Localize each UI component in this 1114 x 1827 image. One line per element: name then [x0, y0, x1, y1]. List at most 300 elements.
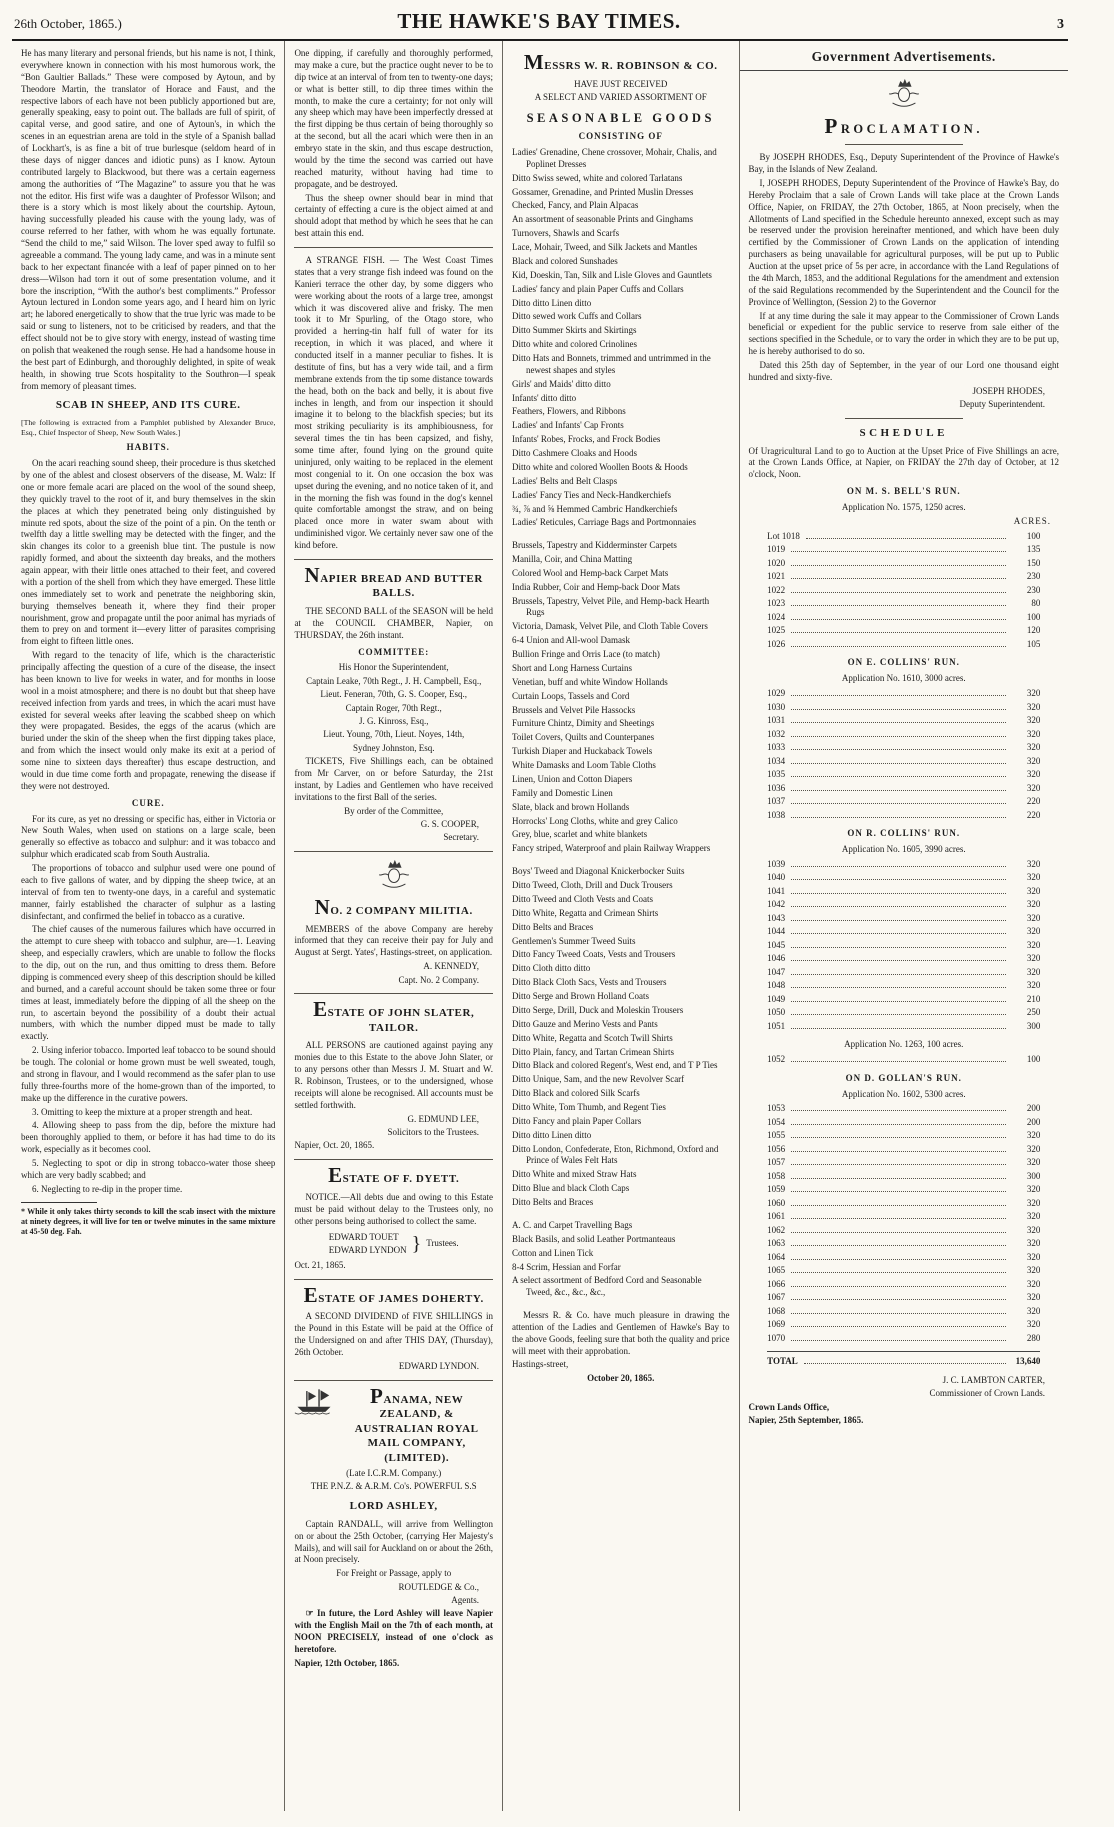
column-3 — [502, 41, 739, 1811]
lot-acreage: 105 — [1026, 638, 1041, 649]
lot-acreage: 320 — [1026, 858, 1041, 869]
lot-acreage: 320 — [1026, 769, 1041, 780]
lot-number: 1049 — [767, 993, 786, 1004]
lot-number: TOTAL — [767, 1356, 798, 1367]
goods-list-item: Ditto Blue and black Cloth Caps — [511, 1183, 630, 1194]
goods-list-item: Furniture Chintz, Dimity and Sheetings — [511, 718, 655, 729]
article-heading: NO. 2 COMPANY MILITIA. — [314, 895, 473, 920]
lot-number: 1054 — [767, 1116, 786, 1127]
lot-acreage: 320 — [1026, 872, 1041, 883]
goods-list-item: Bullion Fringe and Orris Lace (to match) — [511, 649, 660, 660]
centered-line: J. G. Kinross, Esq., — [358, 715, 429, 726]
lot-number: 1056 — [767, 1143, 786, 1154]
leader-dots — [791, 1272, 1006, 1273]
goods-list-item: Ladies' fancy and plain Paper Cuffs and Collars — [511, 283, 684, 294]
leader-dots — [791, 1151, 1006, 1152]
lot-row — [767, 557, 1040, 571]
goods-list-item: Infants' Robes, Frocks, and Frock Bodies — [511, 434, 661, 445]
lot-row — [767, 584, 1040, 598]
lot-row — [767, 1129, 1040, 1143]
paragraph: THE SECOND BALL of the SEASON will be held at the COUNCIL CHAMBER, Napier, on THURSDAY, the 26th instant. — [294, 605, 493, 640]
article-heading: ESTATE OF F. DYETT. — [328, 1163, 460, 1188]
leader-dots — [791, 1191, 1006, 1192]
article-heading: MESSRS W. R. ROBINSON & CO. — [523, 50, 718, 74]
total-row — [767, 1351, 1040, 1369]
signature-line: Capt. No. 2 Company. — [398, 974, 479, 985]
lot-row — [767, 714, 1040, 728]
lot-acreage: 230 — [1026, 571, 1041, 582]
editorial-note: [The following is extracted from a Pamphlet published by Alexander Bruce, Esq., Chief Inspector of Sheep, New South Wales.] — [21, 417, 276, 437]
lot-acreage: 320 — [1026, 715, 1041, 726]
signature-line: J. C. LAMBTON CARTER, — [942, 1374, 1045, 1385]
sub-heading: ON M. S. BELL'S RUN. — [846, 486, 961, 497]
article-heading: ESTATE OF JOHN SLATER, TAILOR. — [313, 997, 475, 1034]
lot-number: 1039 — [767, 858, 786, 869]
leader-dots — [791, 1205, 1006, 1206]
lot-row — [767, 530, 1040, 544]
lot-acreage: 210 — [1026, 993, 1041, 1004]
goods-list-item: Ditto White, Regatta and Scotch Twill Shirts — [511, 1032, 673, 1043]
lot-number: 1051 — [767, 1020, 786, 1031]
lot-acreage: 320 — [1026, 926, 1041, 937]
goods-list-item: Ditto Plain, fancy, and Tartan Crimean Shirts — [511, 1046, 675, 1057]
leader-dots — [791, 551, 1006, 552]
lot-number: 1042 — [767, 899, 786, 910]
lot-row — [767, 1143, 1040, 1157]
trustee-name: EDWARD LYNDON — [328, 1244, 407, 1255]
article-heading: PROCLAMATION. — [824, 113, 983, 138]
leader-dots — [791, 776, 1006, 777]
goods-list-item: 8-4 Scrim, Hessian and Forfar — [511, 1261, 621, 1272]
signature-line: A. KENNEDY, — [423, 961, 479, 972]
leader-dots — [791, 736, 1006, 737]
goods-list-item: Ladies' Grenadine, Chene crossover, Mohair, Chalis, and Poplinet Dresses — [511, 147, 717, 169]
lot-acreage: 320 — [1026, 953, 1041, 964]
paragraph: If at any time during the sale it may appear to the Commissioner of Crown Lands beneficial or expedient for the public service to reserve from sale either of the sections specified in the Schedule, or to vary the order in which they are to be put up, he is hereby authorised to do so. — [748, 310, 1059, 357]
paragraph: ALL PERSONS are cautioned against paying any monies due to this Estate to the above John Slater, or to any persons other than Messrs J. M. Stuart and W. R. Robinson, Trustees, or to the undersigned, whose receipts will alone be recognised. All accounts must be settled forthwith. — [294, 1040, 493, 1110]
paragraph: The proportions of tobacco and sulphur used were one pound of each to five gallons of water, and by dipping the sheep twice, at an interval of from ten to twenty-one days, in a careful and systematic manner, fairly established the character of sulphur as a lasting disinfectant, and confirmed the belief in tobacco as a curative. — [21, 863, 276, 921]
lot-number: 1047 — [767, 966, 786, 977]
signature-line: ROUTLEDGE & Co., — [398, 1581, 479, 1592]
lot-row — [767, 1291, 1040, 1305]
paragraph: Thus the sheep owner should bear in mind that certainty of effecting a cure is the object aimed at and should adopt that method by which he sees that he can best attain this end. — [294, 192, 493, 239]
lot-acreage: 135 — [1026, 544, 1041, 555]
section-divider — [294, 559, 493, 560]
centered-line: (Late I.C.R.M. Company.) — [346, 1468, 442, 1479]
lot-table — [767, 1351, 1040, 1369]
leader-dots — [791, 709, 1006, 710]
sub-heading: HABITS. — [126, 442, 170, 453]
goods-list-item: Turnovers, Shawls and Scarfs — [511, 228, 620, 239]
column-1 — [12, 41, 284, 1811]
goods-list-item: Infants' ditto ditto — [511, 392, 577, 403]
article-heading: NAPIER BREAD AND BUTTER BALLS. — [304, 562, 483, 600]
goods-list-item: Ditto Belts and Braces — [511, 921, 594, 932]
paragraph: Messrs R. & Co. have much pleasure in drawing the attention of the Ladies and Gentlemen of Hawke's Bay to the above Goods, feeling sure that both the quality and price will meet with their approbation. — [511, 1309, 730, 1356]
goods-list-item: Feathers, Flowers, and Ribbons — [511, 406, 626, 417]
paragraph: MEMBERS of the above Company are hereby informed that they can receive their pay for July and August at Sergt. Yates', Hastings-street, on application. — [294, 923, 493, 958]
lot-number: 1066 — [767, 1278, 786, 1289]
lot-row — [767, 701, 1040, 715]
goods-list-item: Ditto White, Tom Thumb, and Regent Ties — [511, 1102, 666, 1113]
section-divider — [294, 1279, 493, 1280]
article-heading: ESTATE OF JAMES DOHERTY. — [303, 1282, 484, 1307]
lot-number: 1043 — [767, 912, 786, 923]
lot-number: Lot 1018 — [767, 530, 800, 541]
lot-number: 1052 — [767, 1054, 786, 1065]
goods-list — [512, 147, 730, 529]
centered-line: Application No. 1605, 3990 acres. — [841, 843, 966, 854]
leader-dots — [791, 1061, 1006, 1062]
lot-acreage: 280 — [1026, 1332, 1041, 1343]
lot-number: 1058 — [767, 1170, 786, 1181]
leader-dots — [791, 646, 1006, 647]
lot-acreage: 320 — [1026, 1157, 1041, 1168]
lot-number: 1041 — [767, 885, 786, 896]
lot-row — [767, 925, 1040, 939]
goods-list-item: Ditto Tweed and Cloth Vests and Coats — [511, 893, 653, 904]
centered-line: For Freight or Passage, apply to — [336, 1568, 452, 1579]
goods-list-item: Horrocks' Long Cloths, white and grey Calico — [511, 815, 678, 826]
lot-number: 1036 — [767, 782, 786, 793]
centered-line: Captain Leake, 70th Regt., J. H. Campbell, Esq., — [306, 675, 482, 686]
goods-list-item: Gentlemen's Summer Tweed Suits — [511, 935, 636, 946]
leader-dots — [804, 1363, 1007, 1364]
goods-list-item: Boys' Tweed and Diagonal Knickerbocker Suits — [511, 866, 685, 877]
lot-acreage: 320 — [1026, 1143, 1041, 1154]
lot-row — [767, 912, 1040, 926]
masthead-date: 26th October, 1865.) — [14, 16, 122, 31]
goods-list-item: Curtain Loops, Tassels and Cord — [511, 690, 630, 701]
lot-number: 1062 — [767, 1224, 786, 1235]
leader-dots — [791, 1001, 1006, 1002]
paragraph: TICKETS, Five Shillings each, can be obtained from Mr Carver, on or before Saturday, the 21st instant, by Ladies and Gentlemen who have received invitations to the first Ball of the series. — [294, 756, 493, 802]
lot-acreage: 230 — [1026, 584, 1041, 595]
goods-list-item: Ditto Tweed, Cloth, Drill and Duck Trousers — [511, 880, 673, 891]
shipping-notice-heading — [294, 1383, 493, 1466]
lot-number: 1031 — [767, 715, 786, 726]
goods-list-item: Linen, Union and Cotton Diapers — [511, 773, 633, 784]
lot-acreage: 320 — [1026, 688, 1041, 699]
goods-list-item: Ditto Unique, Sam, and the new Revolver Scarf — [511, 1074, 685, 1085]
lot-number: 1064 — [767, 1251, 786, 1262]
dateline: Crown Lands Office, — [748, 1401, 830, 1412]
lot-acreage: 320 — [1026, 885, 1041, 896]
centered-line: October 20, 1865. — [587, 1372, 655, 1383]
goods-list-item: Ditto ditto Linen ditto — [511, 1129, 592, 1140]
lot-acreage: 300 — [1026, 1170, 1041, 1181]
paragraph: A SECOND DIVIDEND of FIVE SHILLINGS in the Pound in this Estate will be paid at the Office of the Undersigned on and after THIS DAY, (Thursday), 26th October. — [294, 1311, 493, 1357]
centered-line: Lieut. Feneran, 70th, G. S. Cooper, Esq., — [320, 689, 468, 700]
lot-number: 1065 — [767, 1265, 786, 1276]
goods-list-item: Checked, Fancy, and Plain Alpacas — [511, 200, 639, 211]
lot-row — [767, 1332, 1040, 1346]
lot-number: 1023 — [767, 598, 786, 609]
goods-list-item: Ditto Serge, Drill, Duck and Moleskin Trousers — [511, 1004, 684, 1015]
lot-row — [767, 1116, 1040, 1130]
leader-dots — [791, 920, 1006, 921]
sub-heading: COMMITTEE: — [358, 646, 430, 657]
lot-number: 1048 — [767, 980, 786, 991]
lot-acreage: 300 — [1026, 1020, 1041, 1031]
leader-dots — [791, 722, 1006, 723]
lot-acreage: 320 — [1026, 1278, 1041, 1289]
paragraph: On the acari reaching sound sheep, their procedure is thus sketched by one of the ablest and closest observers of the disease, M. Walz: If one or more female acari are placed on the wool of the sound sheep, they quickly travel to the root of it, and bury themselves in the skin the places at which they penetrated being only distinguished by minute red spots, about the size of the point of a pin. On the tenth or twelfth day a little swelling may be detected with the finger, and the skin changes its color to a greenish blue tint. The pustule is now rapidly formed, and about the sixteenth day breaks, and the mothers again appear, with their little ones attached to their feet, and covered with a portion of the shell from which they have emerged. These little ones immediately set to work and penetrate the neighboring skin, burying themselves beneath it, where they find their proper nourishment, grow and propagate until the poor animal has myriads of them to prey on and torment it—every litter of parasites comprising from eight to fifteen little ones. — [21, 458, 276, 647]
ship-icon — [294, 1388, 334, 1419]
lot-row — [767, 638, 1040, 652]
lot-row — [767, 768, 1040, 782]
goods-list — [512, 1220, 730, 1299]
lot-acreage: 150 — [1026, 557, 1041, 568]
lot-row — [767, 898, 1040, 912]
signature-line: Deputy Superintendent. — [959, 399, 1045, 410]
lot-acreage: 320 — [1026, 980, 1041, 991]
paragraph: NOTICE.—All debts due and owing to this Estate must be paid without delay to the Trustees only, no other persons being authorised to collect the same. — [294, 1191, 493, 1226]
sub-heading: ON E. COLLINS' RUN. — [847, 657, 960, 668]
lot-table — [767, 858, 1040, 1034]
paragraph: By JOSEPH RHODES, Esq., Deputy Superintendent of the Province of Hawke's Bay, in the Islands of New Zealand. — [748, 152, 1059, 175]
lot-row — [767, 1156, 1040, 1170]
lot-row — [767, 1020, 1040, 1034]
lot-number: 1061 — [767, 1211, 786, 1222]
lot-row — [767, 952, 1040, 966]
leader-dots — [791, 749, 1006, 750]
signature-line: Commissioner of Crown Lands. — [929, 1388, 1045, 1399]
lot-acreage: 320 — [1026, 1319, 1041, 1330]
goods-list-item: Lace, Mohair, Tweed, and Silk Jackets and Mantles — [511, 242, 698, 253]
lot-row — [767, 1197, 1040, 1211]
centered-line: Application No. 1575, 1250 acres. — [841, 502, 966, 513]
lot-number: 1020 — [767, 557, 786, 568]
lot-number: 1033 — [767, 742, 786, 753]
goods-list-item: Ditto Belts and Braces — [511, 1197, 594, 1208]
dateline: Napier, 25th September, 1865. — [748, 1415, 864, 1426]
trustee-name: EDWARD TOUET — [328, 1232, 399, 1243]
section-divider — [294, 1380, 493, 1381]
paragraph: Dated this 25th day of September, in the year of our Lord one thousand eight hundred and sixty-five. — [748, 360, 1059, 382]
lot-row — [767, 1278, 1040, 1292]
leader-dots — [791, 1028, 1006, 1029]
paragraph: 6. Neglecting to re-dip in the proper time. — [32, 1183, 183, 1194]
paragraph: A STRANGE FISH. — The West Coast Times states that a very strange fish indeed was found on the Kanieri terrace the other day, by some diggers who were working about the roots of a large tree, amongst which it was discovered alive and frisky. The men took it to Mr Spurling, of the Otago store, who provided a herring-tin half full of water for its reception, in which it was placed, and where it conducted itself in a manner peculiar to fishes. It is destitute of fins, but has a very wide tail, and a firm membrane extends from the tip some distance towards the head, both on the back and belly, it is about five inches in length, and from our inspection it should imagine it to belong to the blackfish species; but its most striking peculiarity is its amphibiousness, for several times the tin has been capsized, and fishy, some time after, found lying on the ground quite uninjured, only waiting to be replaced in the element most congenial to it. On one occasion the box was upset during the evening, and no notice taken of it, and in the morning the fish was found in the dog's kennel quite comfortable amongst the straw, and on being placed once more in water swam about with undiminished vigor. We certainly never saw one of the kind before. — [294, 255, 493, 550]
lot-row — [767, 871, 1040, 885]
lot-number: 1024 — [767, 611, 786, 622]
article-heading: PANAMA, NEW ZEALAND, & AUSTRALIAN ROYAL MAIL COMPANY, (LIMITED). — [354, 1383, 479, 1464]
goods-list-item: Short and Long Harness Curtains — [511, 662, 632, 673]
paragraph: Of Uragricultural Land to go to Auction at the Upset Price of Five Shillings an acre, at the Crown Lands Office, at Napier, on FRIDAY the 27th day of October, at 12 o'clock, Noon. — [748, 445, 1059, 480]
spacer — [512, 1211, 730, 1220]
lot-row — [767, 624, 1040, 638]
goods-list-item: Ditto Fancy Tweed Coats, Vests and Trousers — [511, 949, 676, 960]
leader-dots — [791, 803, 1006, 804]
lot-row — [767, 979, 1040, 993]
lot-row — [767, 1170, 1040, 1184]
goods-list-item: Manilla, Coir, and China Matting — [511, 554, 633, 565]
lot-acreage: 320 — [1026, 912, 1041, 923]
lot-row — [767, 1251, 1040, 1265]
lot-row — [767, 1183, 1040, 1197]
leader-dots — [791, 987, 1006, 988]
goods-list-item: Brussels and Velvet Pile Hassocks — [511, 704, 636, 715]
centered-line: Application No. 1263, 100 acres. — [844, 1039, 964, 1050]
trustees-brace — [294, 1231, 493, 1255]
lot-number: 1055 — [767, 1130, 786, 1141]
lot-row — [767, 611, 1040, 625]
section-divider — [21, 1202, 97, 1203]
leader-dots — [791, 578, 1006, 579]
signature-line: JOSEPH RHODES, — [972, 385, 1045, 396]
lot-table — [767, 1053, 1040, 1067]
centered-line: THE P.N.Z. & A.R.M. Co's. POWERFUL S.S — [310, 1481, 477, 1492]
masthead — [12, 6, 1068, 41]
leader-dots — [791, 879, 1006, 880]
lot-number: 1069 — [767, 1319, 786, 1330]
lot-acreage: 320 — [1026, 755, 1041, 766]
goods-list-item: Family and Domestic Linen — [511, 787, 613, 798]
dateline: Napier, Oct. 20, 1865. — [294, 1140, 375, 1151]
lot-row — [767, 1224, 1040, 1238]
lot-row — [767, 858, 1040, 872]
lot-row — [767, 597, 1040, 611]
lot-acreage: 13,640 — [1015, 1356, 1041, 1367]
article-heading: Government Advertisements. — [740, 48, 1068, 71]
goods-list-item: Ditto Hats and Bonnets, trimmed and untrimmed in the newest shapes and styles — [511, 353, 711, 375]
royal-crest-icon — [749, 78, 1059, 112]
lot-acreage: 250 — [1026, 1007, 1041, 1018]
leader-dots — [791, 866, 1006, 867]
leader-dots — [791, 1313, 1006, 1314]
column-layout — [12, 41, 1068, 1811]
lot-acreage: 320 — [1026, 701, 1041, 712]
acres-column-header: ACRES. — [1013, 515, 1051, 526]
brace-glyph: } — [411, 1232, 422, 1255]
sub-heading: CURE. — [131, 797, 165, 808]
leader-dots — [791, 1218, 1006, 1219]
lot-acreage: 100 — [1026, 611, 1041, 622]
dateline: Hastings-street, — [511, 1359, 569, 1370]
leader-dots — [791, 565, 1006, 566]
spacer — [512, 1301, 730, 1310]
newspaper-title: THE HAWKE'S BAY TIMES. — [397, 9, 681, 33]
paragraph: ☞ In future, the Lord Ashley will leave Napier with the English Mail on the 7th of each month, at NOON PRECISELY, instead of one o'clock as heretofore. — [294, 1608, 493, 1655]
goods-list-item: Brussels, Tapestry, Velvet Pile, and Hemp-back Hearth Rugs — [511, 595, 710, 618]
lot-acreage: 100 — [1026, 530, 1041, 541]
lot-acreage: 320 — [1026, 966, 1041, 977]
lot-row — [767, 1318, 1040, 1332]
leader-dots — [791, 1178, 1006, 1179]
section-divider — [294, 993, 493, 994]
paragraph: 3. Omitting to keep the mixture at a proper strength and heat. — [32, 1106, 253, 1117]
lot-number: 1057 — [767, 1157, 786, 1168]
leader-dots — [791, 695, 1006, 696]
lot-acreage: 320 — [1026, 1292, 1041, 1303]
goods-list-item: Ditto Serge and Brown Holland Coats — [511, 991, 650, 1002]
lot-number: 1034 — [767, 755, 786, 766]
lot-row — [767, 1006, 1040, 1020]
article-heading: SCAB IN SHEEP, AND ITS CURE. — [55, 399, 241, 412]
lot-table — [767, 687, 1040, 822]
paragraph: 2. Using inferior tobacco. Imported leaf tobacco to be sound should be tough. The colonial or home grown must be well sweated, tough, and strong in flavour, and I would recommend as the safer plan to use fully three-fourths more of the home-grown than of the imported, to make up the difference in the curative powers. — [21, 1045, 276, 1103]
goods-list-item: ¾, ⅞ and ⅝ Hemmed Cambric Handkerchiefs — [511, 503, 678, 514]
leader-dots — [791, 619, 1006, 620]
spacer — [512, 531, 730, 540]
lot-acreage: 220 — [1026, 809, 1041, 820]
lot-acreage: 320 — [1026, 1265, 1041, 1276]
leader-dots — [791, 933, 1006, 934]
lot-number: 1063 — [767, 1238, 786, 1249]
goods-list-item: Girls' and Maids' ditto ditto — [511, 378, 611, 389]
signature-line: Solicitors to the Trustees. — [387, 1127, 479, 1138]
centered-line: His Honor the Superintendent, — [338, 662, 449, 673]
goods-list-item: Fancy striped, Waterproof and plain Railway Wrappers — [511, 843, 711, 854]
goods-list-item: Ditto white and colored Woollen Boots & Hoods — [511, 461, 688, 472]
goods-list-item: White Damasks and Loom Table Cloths — [511, 760, 656, 771]
goods-list-item: Ditto Black and colored Silk Scarfs — [511, 1088, 640, 1099]
goods-list-item: Ladies' and Infants' Cap Fronts — [511, 420, 624, 431]
paragraph: The chief causes of the numerous failures which have occurred in the attempt to cure sheep with tobacco and sulphur, are—1. Leaving sheep, and especially crawlers, which are unable to follow the flocks to the dip, out on the run, and thus omitting to dress them. Before dipping is commenced every sheep of this description should be killed and burned, and a careful account should be taken some three or four times at least, immediately before the dipping of all the sheep on the run, to ascertain beyond the possibility of a doubt their actual numbers, with which the number dipped must be made to tally exactly. — [21, 924, 276, 1042]
sub-heading: CONSISTING OF — [578, 131, 663, 142]
lot-table — [767, 530, 1040, 652]
paragraph: Captain RANDALL, will arrive from Wellington on or about the 25th October, (carrying Her Majesty's Mails), and will sail for Auckland on or about the 26th, at Noon precisely. — [294, 1518, 493, 1565]
leader-dots — [791, 763, 1006, 764]
lot-acreage: 320 — [1026, 899, 1041, 910]
lot-row — [767, 687, 1040, 701]
goods-list-item: A select assortment of Bedford Cord and Seasonable Tweed, &c., &c., &c., — [511, 1275, 702, 1298]
lot-acreage: 320 — [1026, 742, 1041, 753]
lot-number: 1050 — [767, 1007, 786, 1018]
royal-crest-icon — [294, 859, 493, 893]
goods-list-item: Ladies' Reticules, Carriage Bags and Portmonnaies — [511, 517, 697, 528]
leader-dots — [791, 790, 1006, 791]
lot-row — [767, 1264, 1040, 1278]
signature-line: G. EDMUND LEE, — [407, 1113, 479, 1124]
leader-dots — [791, 893, 1006, 894]
centered-line: Sydney Johnston, Esq. — [352, 742, 435, 753]
lot-number: 1040 — [767, 872, 786, 883]
article-heading: SCHEDULE — [859, 427, 948, 440]
goods-list-item: Venetian, buff and white Window Hollands — [511, 676, 668, 687]
goods-list-item: Ditto Cloth ditto ditto — [511, 963, 591, 974]
page-number: 3 — [1057, 17, 1064, 32]
lot-number: 1019 — [767, 544, 786, 555]
centered-line: By order of the Committee, — [344, 805, 444, 816]
goods-list-item: 6-4 Union and All-wool Damask — [511, 635, 630, 646]
paragraph: 4. Allowing sheep to pass from the dip, before the mixture had been thoroughly applied to them, or before it has had time to do its work, especially as it becomes cool. — [21, 1120, 276, 1155]
lot-number: 1044 — [767, 926, 786, 937]
column-2 — [284, 41, 502, 1811]
leader-dots — [791, 632, 1006, 633]
lot-acreage: 320 — [1026, 1238, 1041, 1249]
goods-list-item: Ditto sewed work Cuffs and Collars — [511, 311, 642, 322]
lot-number: 1053 — [767, 1103, 786, 1114]
goods-list-item: Kid, Doeskin, Tan, Silk and Lisle Gloves and Gauntlets — [511, 269, 712, 280]
goods-list-item: Ladies' Fancy Ties and Neck-Handkerchiefs — [511, 489, 672, 500]
goods-list-item: India Rubber, Coir and Hemp-back Door Mats — [511, 581, 680, 592]
leader-dots — [791, 1286, 1006, 1287]
lot-acreage: 320 — [1026, 1197, 1041, 1208]
goods-list — [512, 540, 730, 855]
lot-row — [767, 741, 1040, 755]
lot-row — [767, 795, 1040, 809]
leader-dots — [791, 1164, 1006, 1165]
leader-dots — [791, 1299, 1006, 1300]
paragraph: One dipping, if carefully and thoroughly performed, may make a cure, but the practice ought never to be to dip twice at an interval of from ten to twenty-one days; or what is better still, to dip three times within the month, to make the cure a certainty; for not only will any sheep which may have been imperfectly dressed at the first dipping be thus certain of being thoroughly so at the second, but all the acari which were then in an embryo state in the skin, and thus escape destruction, would by the time the second was carried out have reached maturity, without having had time to propagate, and be destroyed. — [294, 48, 493, 189]
goods-list-item: Ditto Gauze and Merino Vests and Pants — [511, 1018, 658, 1029]
paragraph: He has many literary and personal friends, but his name is not, I think, everywhere known in connection with his most humorous work, the “Bon Gaultier Ballads.” These were composed by Aytoun, and by Theodore Martin, the translator of Horace and Faust, and the respective labors of each have not been publicly apportioned but are, generally speaking, easy to point out. The ballads are full of spirit, of capital verse, and good satire, and one of Aytoun's, in which the scenes in an equestrian arena are told in the style of a Spanish ballad of Lockhart's, is as fine a bit of true burlesque (seldom heard of in these days of nigger dances and idiotic puns) as I know. Aytoun contributed largely to Blackwood, but there was a certain eagerness among the authorities of “The Magazine” to assure you that he was not the editor. His first wife was a daughter of Professor Wilson; and there is a story which is most likely about the courtship. Aytoun, having successfully pleaded his cause with the young lady, was of course referred to her father, with whom he was equally fortunate. “Send the child to me,” said Wilson. The lover sped away to fulfil so agreeable a command. The young lady came, and was in a minute sent back to her expectant financée with a leaf of paper pinned on to her dress—Wilson had torn it out of some presentation volume, and it bore the inscription, “With the author's best compliments.” Professor Aytoun lectured in London some years ago, and I heard him on lyric art; he labored energetically to show that the true lyric was made to be said or sung to listeners, not to be criticised by readers, and that the effect should not be to give story with energy, instead of wasting time on polish that weakened the rough sense. He had a handsome house in the best part of Edinburgh, and thoroughly delighted, in spite of weak health, in showing true Scots hospitality to the Southron—I speak from memory of pleasant times. — [21, 48, 276, 391]
lot-acreage: 320 — [1026, 1211, 1041, 1222]
leader-dots — [791, 1137, 1006, 1138]
lot-row — [767, 570, 1040, 584]
